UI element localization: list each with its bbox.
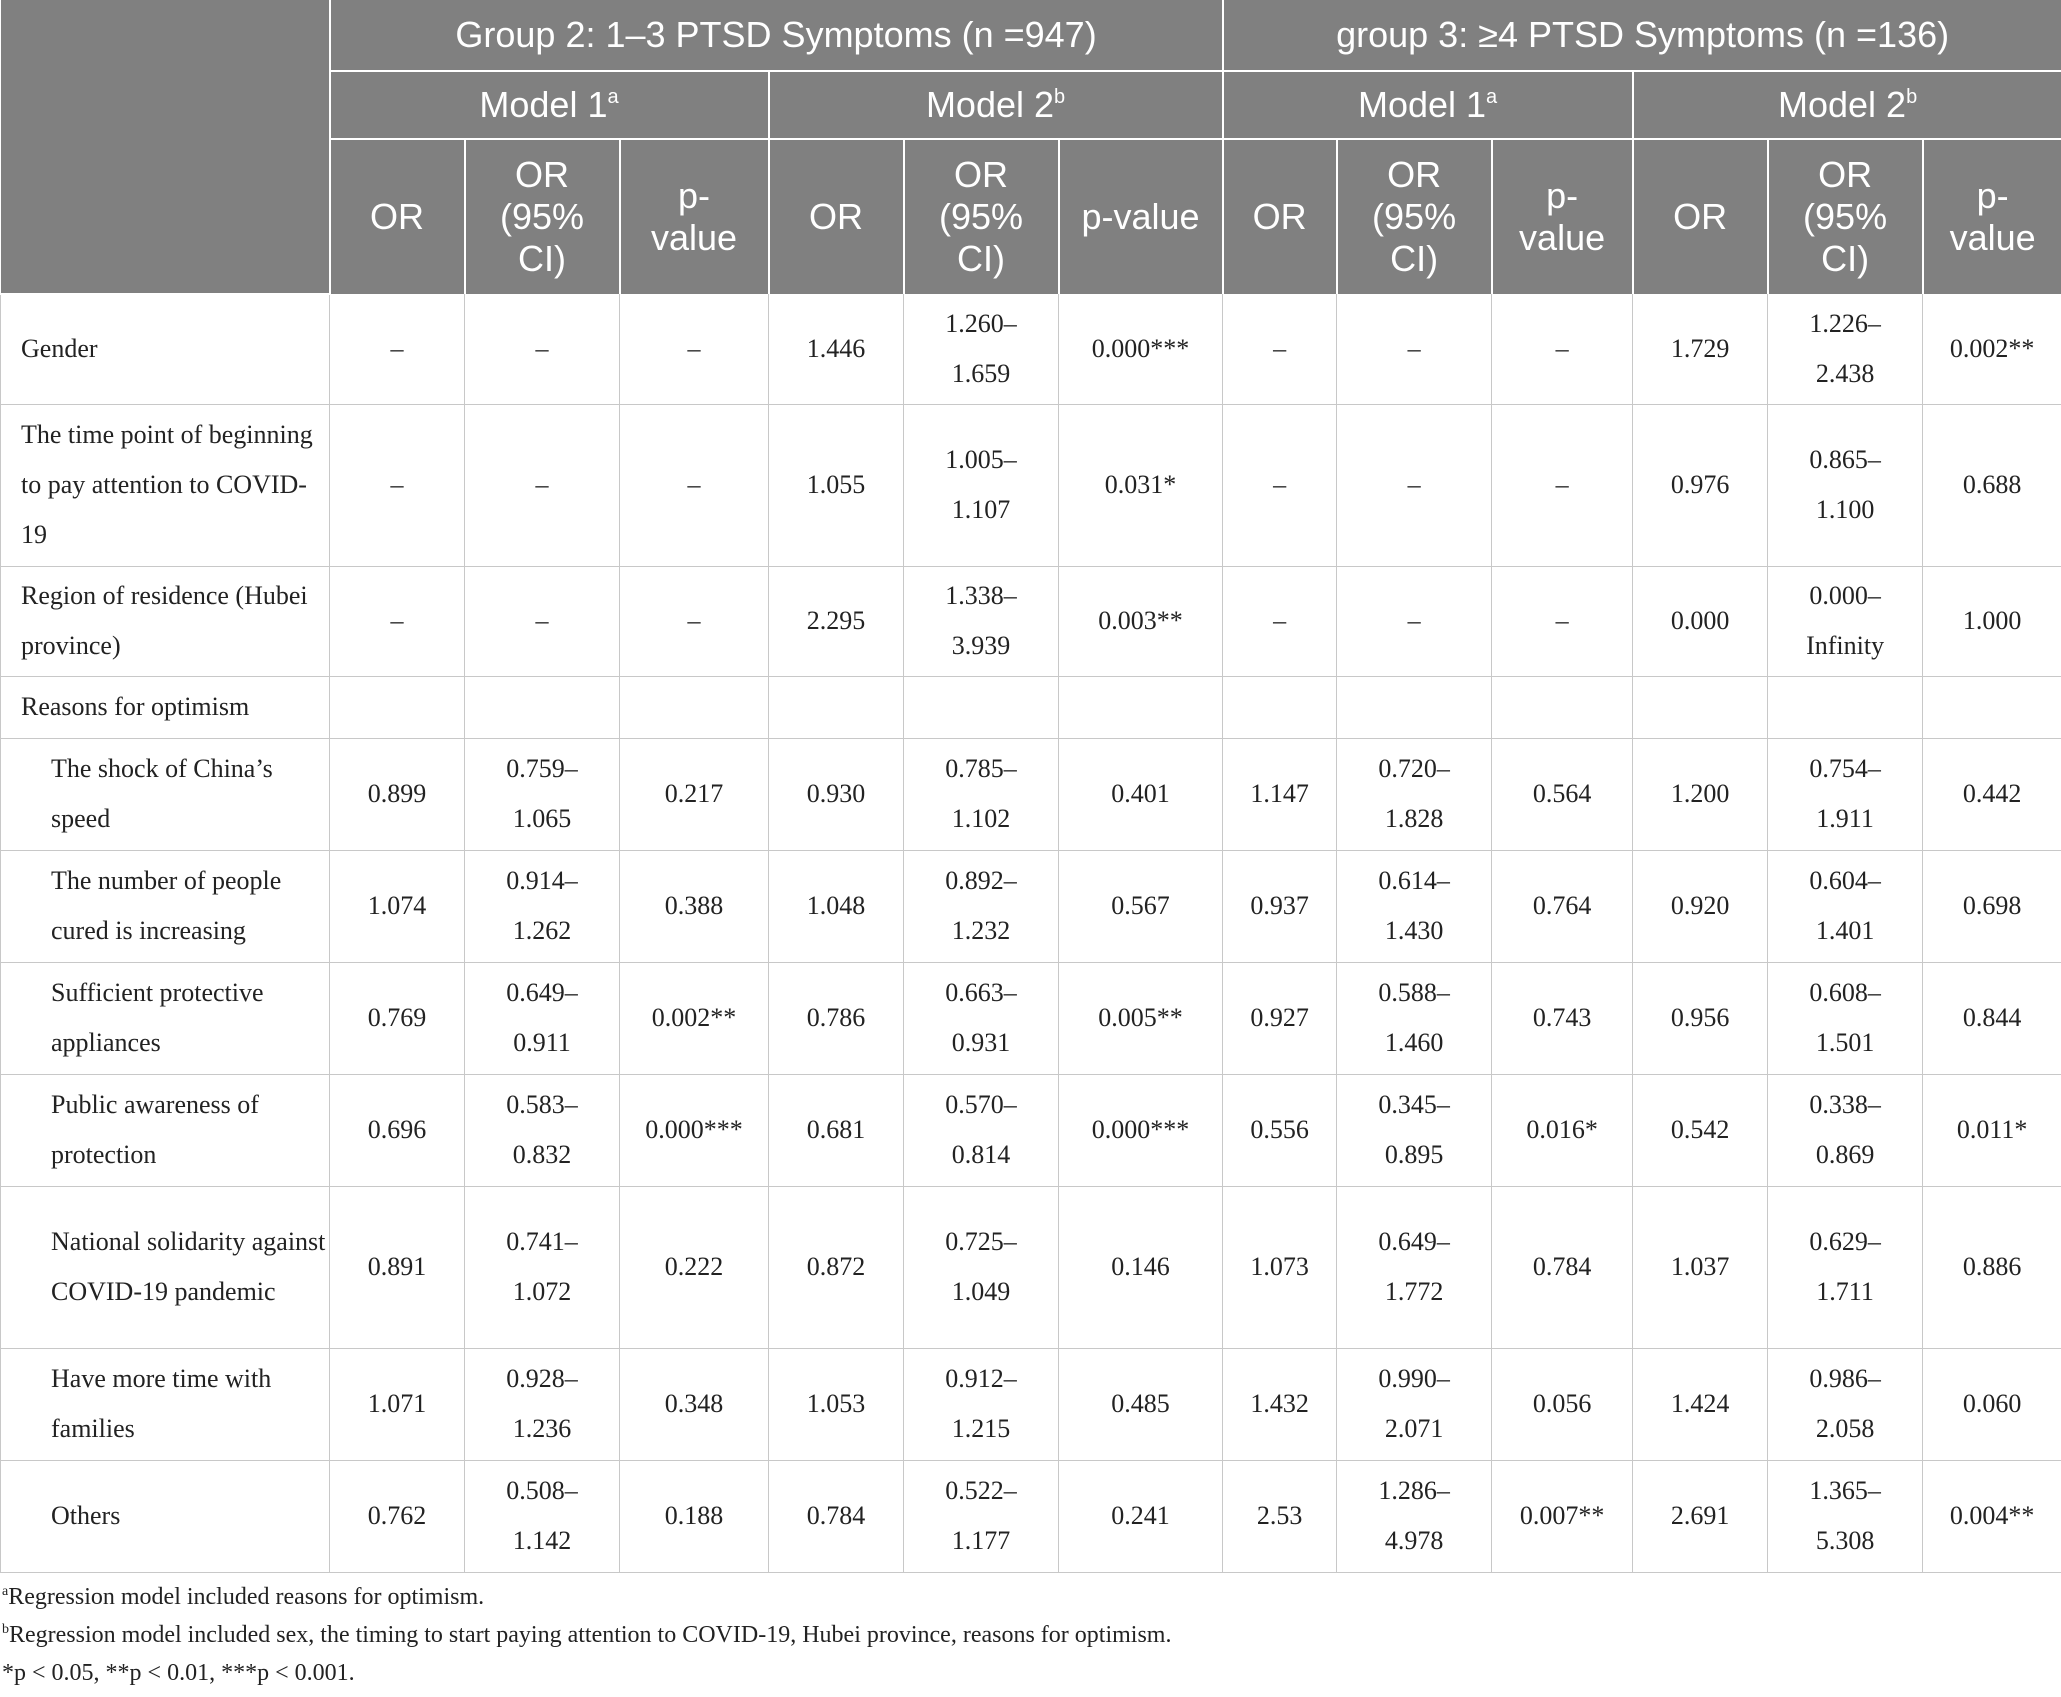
or-value xyxy=(769,676,904,738)
row-label: Have more time with families xyxy=(1,1348,330,1460)
header-or: OR xyxy=(1633,139,1768,294)
p-value: 0.060 xyxy=(1923,1348,2061,1460)
p-value: 0.000*** xyxy=(1059,294,1223,404)
p-value: 1.000 xyxy=(1923,566,2061,676)
row-label: Region of residence (Hubei province) xyxy=(1,566,330,676)
ci-value xyxy=(1337,676,1492,738)
table-row xyxy=(1,294,2061,404)
or-value: 1.073 xyxy=(1223,1186,1337,1348)
table-row xyxy=(1,1186,2061,1348)
ci-value: – xyxy=(465,404,620,566)
footnote-marker: b xyxy=(2,1622,9,1637)
ci-value: 0.588–1.460 xyxy=(1337,962,1492,1074)
ci-value: 0.990–2.071 xyxy=(1337,1348,1492,1460)
table-row xyxy=(1,404,2061,566)
ci-value: 0.649–0.911 xyxy=(465,962,620,1074)
ci-value: 0.649–1.772 xyxy=(1337,1186,1492,1348)
p-value: 0.688 xyxy=(1923,404,2061,566)
or-value: 1.037 xyxy=(1633,1186,1768,1348)
ci-value: 0.754–1.911 xyxy=(1768,738,1923,850)
table-row xyxy=(1,962,2061,1074)
or-value: 1.074 xyxy=(330,850,465,962)
table-footnotes xyxy=(0,1578,2061,1692)
p-value: 0.442 xyxy=(1923,738,2061,850)
ci-value: 1.005–1.107 xyxy=(904,404,1059,566)
ci-value: 1.286–4.978 xyxy=(1337,1460,1492,1572)
p-value: 0.844 xyxy=(1923,962,2061,1074)
ci-value: 0.914–1.262 xyxy=(465,850,620,962)
row-label: Sufficient protective appliances xyxy=(1,962,330,1074)
ci-value: 0.000–Infinity xyxy=(1768,566,1923,676)
header-p-value: p-value xyxy=(1923,139,2061,294)
header-p-value: p-value xyxy=(620,139,769,294)
p-value: 0.000*** xyxy=(1059,1074,1223,1186)
or-value: 0.872 xyxy=(769,1186,904,1348)
p-value: – xyxy=(620,294,769,404)
or-value: 1.053 xyxy=(769,1348,904,1460)
ci-value: 0.338–0.869 xyxy=(1768,1074,1923,1186)
or-value: 1.200 xyxy=(1633,738,1768,850)
or-value: – xyxy=(330,404,465,566)
row-label: The time point of beginning to pay attention to COVID-19 xyxy=(1,404,330,566)
table-body xyxy=(1,294,2061,1572)
table-row xyxy=(1,1460,2061,1572)
table-row xyxy=(1,850,2061,962)
row-label: The number of people cured is increasing xyxy=(1,850,330,962)
header-or-ci: OR (95% CI) xyxy=(1337,139,1492,294)
or-value: 0.000 xyxy=(1633,566,1768,676)
or-value: 0.956 xyxy=(1633,962,1768,1074)
p-value: 0.003** xyxy=(1059,566,1223,676)
header-or-ci: OR (95% CI) xyxy=(1768,139,1923,294)
header-p-value: p-value xyxy=(1059,139,1223,294)
p-value xyxy=(1059,676,1223,738)
table-row xyxy=(1,738,2061,850)
p-value: 0.764 xyxy=(1492,850,1633,962)
p-value: 0.348 xyxy=(620,1348,769,1460)
ci-value: 0.865–1.100 xyxy=(1768,404,1923,566)
p-value: 0.031* xyxy=(1059,404,1223,566)
or-value: 1.071 xyxy=(330,1348,465,1460)
p-value: 0.241 xyxy=(1059,1460,1223,1572)
ci-value: 1.338–3.939 xyxy=(904,566,1059,676)
footnote-marker: a xyxy=(2,1584,9,1599)
footnote-text: Regression model included sex, the timing to start paying attention to COVID-19, Hubei province, reasons for optimism. xyxy=(9,1622,1172,1648)
header-g2-model1: Model 1$^a$ xyxy=(330,71,769,139)
p-value: 0.005** xyxy=(1059,962,1223,1074)
or-value: 1.446 xyxy=(769,294,904,404)
ci-value: 1.226–2.438 xyxy=(1768,294,1923,404)
ci-value: 0.522–1.177 xyxy=(904,1460,1059,1572)
header-group3: group 3: ≥4 PTSD Symptoms (n =136) xyxy=(1223,0,2061,71)
row-label: Reasons for optimism xyxy=(1,676,330,738)
row-label: Public awareness of protection xyxy=(1,1074,330,1186)
p-value: – xyxy=(1492,566,1633,676)
or-value: 0.976 xyxy=(1633,404,1768,566)
or-value: – xyxy=(1223,294,1337,404)
ci-value: 0.912–1.215 xyxy=(904,1348,1059,1460)
p-value: 0.011* xyxy=(1923,1074,2061,1186)
ci-value: 0.725–1.049 xyxy=(904,1186,1059,1348)
or-value: 0.899 xyxy=(330,738,465,850)
p-value: 0.002** xyxy=(620,962,769,1074)
p-value: 0.004** xyxy=(1923,1460,2061,1572)
p-value: 0.000*** xyxy=(620,1074,769,1186)
ci-value: 0.614–1.430 xyxy=(1337,850,1492,962)
or-value: 0.556 xyxy=(1223,1074,1337,1186)
row-label: Others xyxy=(1,1460,330,1572)
ci-value: 0.508–1.142 xyxy=(465,1460,620,1572)
ci-value: 0.892–1.232 xyxy=(904,850,1059,962)
header-p-value: p-value xyxy=(1492,139,1633,294)
header-or: OR xyxy=(769,139,904,294)
header-g3-model2: Model 2$^b$ xyxy=(1633,71,2061,139)
or-value: 2.691 xyxy=(1633,1460,1768,1572)
p-value: 0.217 xyxy=(620,738,769,850)
ci-value: 0.583–0.832 xyxy=(465,1074,620,1186)
p-value: 0.401 xyxy=(1059,738,1223,850)
footnote xyxy=(0,1616,2061,1654)
footnote-text: Regression model included reasons for optimism. xyxy=(8,1584,485,1610)
ci-value: – xyxy=(1337,404,1492,566)
ci-value: – xyxy=(465,566,620,676)
or-value xyxy=(1223,676,1337,738)
or-value: 0.696 xyxy=(330,1074,465,1186)
p-value xyxy=(1923,676,2061,738)
p-value: 0.564 xyxy=(1492,738,1633,850)
or-value: 0.769 xyxy=(330,962,465,1074)
header-or-ci: OR (95% CI) xyxy=(465,139,620,294)
or-value: 0.920 xyxy=(1633,850,1768,962)
footnote-text: *p < 0.05, **p < 0.01, ***p < 0.001. xyxy=(2,1660,355,1686)
ci-value: 0.785–1.102 xyxy=(904,738,1059,850)
header-or: OR xyxy=(1223,139,1337,294)
or-value: 0.891 xyxy=(330,1186,465,1348)
table-row xyxy=(1,1074,2061,1186)
or-value: 0.762 xyxy=(330,1460,465,1572)
p-value: – xyxy=(620,566,769,676)
p-value: – xyxy=(1492,294,1633,404)
header-group2: Group 2: 1–3 PTSD Symptoms (n =947) xyxy=(330,0,1223,71)
ci-value: 0.608–1.501 xyxy=(1768,962,1923,1074)
table-row xyxy=(1,676,2061,738)
or-value xyxy=(330,676,465,738)
ci-value: 0.604–1.401 xyxy=(1768,850,1923,962)
header-or: OR xyxy=(330,139,465,294)
p-value: 0.056 xyxy=(1492,1348,1633,1460)
ci-value xyxy=(465,676,620,738)
or-value: 1.432 xyxy=(1223,1348,1337,1460)
or-value: – xyxy=(330,294,465,404)
row-label: National solidarity against COVID-19 pandemic xyxy=(1,1186,330,1348)
or-value: – xyxy=(1223,404,1337,566)
ci-value: 1.260–1.659 xyxy=(904,294,1059,404)
p-value: 0.146 xyxy=(1059,1186,1223,1348)
or-value: 1.055 xyxy=(769,404,904,566)
or-value: 0.784 xyxy=(769,1460,904,1572)
or-value: 0.937 xyxy=(1223,850,1337,962)
p-value: 0.886 xyxy=(1923,1186,2061,1348)
ci-value: – xyxy=(1337,566,1492,676)
ci-value xyxy=(904,676,1059,738)
p-value: 0.016* xyxy=(1492,1074,1633,1186)
ci-value: 0.570–0.814 xyxy=(904,1074,1059,1186)
ci-value: 1.365–5.308 xyxy=(1768,1460,1923,1572)
ci-value: – xyxy=(465,294,620,404)
or-value: 2.53 xyxy=(1223,1460,1337,1572)
ci-value: 0.986–2.058 xyxy=(1768,1348,1923,1460)
or-value: 1.147 xyxy=(1223,738,1337,850)
or-value: – xyxy=(330,566,465,676)
p-value xyxy=(620,676,769,738)
or-value: 0.927 xyxy=(1223,962,1337,1074)
p-value: 0.388 xyxy=(620,850,769,962)
or-value: 1.729 xyxy=(1633,294,1768,404)
header-g2-model2: Model 2$^b$ xyxy=(769,71,1223,139)
or-value: 2.295 xyxy=(769,566,904,676)
footnote xyxy=(0,1578,2061,1616)
p-value: 0.222 xyxy=(620,1186,769,1348)
header-corner xyxy=(1,0,330,294)
or-value: 0.786 xyxy=(769,962,904,1074)
header-g3-model1: Model 1$^a$ xyxy=(1223,71,1633,139)
or-value: 1.424 xyxy=(1633,1348,1768,1460)
ci-value: 0.345–0.895 xyxy=(1337,1074,1492,1186)
p-value: – xyxy=(1492,404,1633,566)
or-value: 0.681 xyxy=(769,1074,904,1186)
ci-value: 0.629–1.711 xyxy=(1768,1186,1923,1348)
or-value: – xyxy=(1223,566,1337,676)
p-value xyxy=(1492,676,1633,738)
or-value xyxy=(1633,676,1768,738)
ci-value: – xyxy=(1337,294,1492,404)
p-value: 0.188 xyxy=(620,1460,769,1572)
table-row xyxy=(1,566,2061,676)
footnote xyxy=(0,1654,2061,1692)
ci-value: 0.741–1.072 xyxy=(465,1186,620,1348)
or-value: 1.048 xyxy=(769,850,904,962)
ci-value: 0.663–0.931 xyxy=(904,962,1059,1074)
p-value: – xyxy=(620,404,769,566)
ci-value: 0.759–1.065 xyxy=(465,738,620,850)
ci-value: 0.928–1.236 xyxy=(465,1348,620,1460)
p-value: 0.743 xyxy=(1492,962,1633,1074)
p-value: 0.784 xyxy=(1492,1186,1633,1348)
p-value: 0.007** xyxy=(1492,1460,1633,1572)
or-value: 0.542 xyxy=(1633,1074,1768,1186)
p-value: 0.485 xyxy=(1059,1348,1223,1460)
ci-value xyxy=(1768,676,1923,738)
row-label: Gender xyxy=(1,294,330,404)
p-value: 0.567 xyxy=(1059,850,1223,962)
p-value: 0.002** xyxy=(1923,294,2061,404)
header-or-ci: OR (95% CI) xyxy=(904,139,1059,294)
row-label: The shock of China’s speed xyxy=(1,738,330,850)
p-value: 0.698 xyxy=(1923,850,2061,962)
table-row xyxy=(1,1348,2061,1460)
or-value: 0.930 xyxy=(769,738,904,850)
ci-value: 0.720–1.828 xyxy=(1337,738,1492,850)
